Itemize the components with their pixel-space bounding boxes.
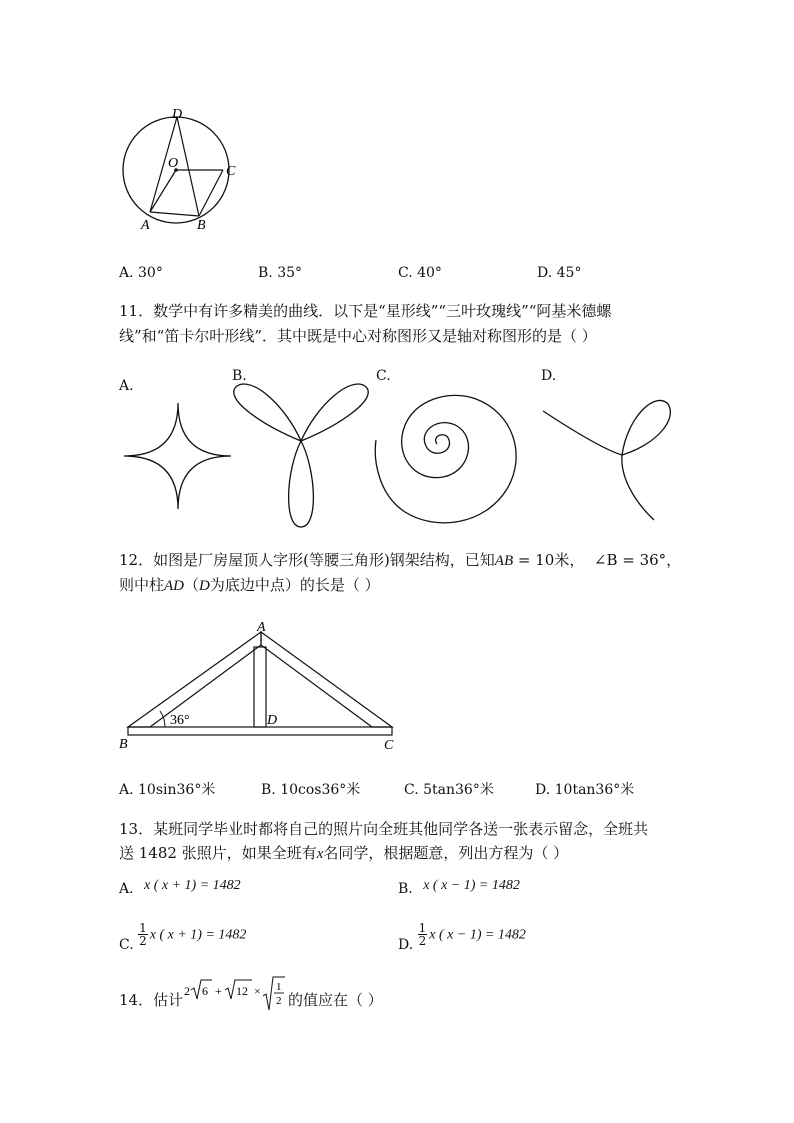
q13-line-1: 13．某班同学毕业时都将自己的照片向全班其他同学各送一张表示留念，全班共 (119, 820, 649, 838)
q11-curves (100, 380, 680, 540)
q12-option-b: B. 10cos36°米 (261, 782, 361, 798)
q10-option-c: C. 40° (398, 265, 442, 281)
label-O: O (168, 156, 179, 171)
label-B: B (119, 737, 128, 752)
q11-label-d: D. (541, 368, 557, 384)
segment-OA (150, 170, 176, 212)
q13-option-b-label: B. (398, 881, 413, 897)
plus-sign: + (215, 984, 222, 998)
q12-line2-b: （ (184, 576, 200, 594)
q11-label-a: A. (119, 378, 134, 394)
circle-figure (110, 100, 250, 240)
label-C: C (384, 738, 394, 753)
q14-suffix: 的值应在（ ） (288, 991, 383, 1009)
base-beam (128, 727, 392, 735)
q12-option-c: C. 5tan36°米 (404, 782, 494, 798)
half-fraction: $\frac{1}{2}$ (418, 921, 427, 948)
segment-DB (177, 117, 199, 216)
q13-option-a (119, 878, 241, 901)
q12-line-2 (119, 574, 380, 597)
q12-line1-text: 12．如图是厂房屋顶人字形(等腰三角形)钢架结构，已知 (119, 551, 495, 569)
q12-ad: AD (164, 578, 185, 594)
sqrt-sign-half (263, 977, 285, 1010)
label-C: C (226, 164, 236, 179)
q11-label-c: C. (376, 368, 391, 384)
q14-expression (182, 975, 292, 1013)
coef-2: 2 (184, 984, 190, 998)
label-B: B (197, 218, 206, 233)
half-numerator: 1 (276, 981, 282, 993)
q12-ab: AB (494, 553, 514, 569)
radicand-12: 12 (236, 984, 248, 998)
rose-curve (234, 384, 368, 527)
half-denominator: 2 (276, 995, 282, 1007)
q10-option-b: B. 35° (258, 265, 303, 281)
q13-option-a-label: A. (119, 881, 134, 897)
q11-line-2: 线”和“笛卡尔叶形线”．其中既是中心对称图形又是轴对称图形的是（ ） (119, 327, 597, 345)
q11-line-1: 11．数学中有许多精美的曲线．以下是“星形线”“三叶玫瑰线”“阿基米德螺 (119, 302, 612, 320)
right-rafter (261, 632, 392, 727)
q13-option-d-label: D. (398, 936, 414, 953)
q10-option-d: D. 45° (537, 265, 582, 281)
left-rafter (128, 632, 261, 727)
q13-line2-a: 送 1482 张照片，如果全班有 (119, 844, 317, 862)
q12-ab-value: = 10米， (513, 551, 585, 569)
q12-line2-c: 为底边中点）的长是（ ） (209, 576, 380, 594)
angle-label: 36° (170, 713, 190, 728)
q12-angle: ∠B = 36°， (593, 551, 682, 569)
q12-d: D (199, 578, 210, 594)
folium-curve (543, 400, 670, 520)
q13-option-c-label: C. (119, 936, 134, 953)
center-post (254, 647, 266, 727)
label-A: A (141, 218, 150, 233)
q13-option-c-expr: x ( x + 1) = 1482 (149, 927, 247, 943)
times-sign: × (254, 984, 261, 998)
q13-option-b-expr: x ( x − 1) = 1482 (423, 878, 520, 893)
q13-option-d-expr: x ( x − 1) = 1482 (429, 927, 526, 943)
label-D: D (267, 713, 278, 728)
q11-label-b: B. (232, 368, 247, 384)
q13-option-c (119, 921, 247, 953)
radicand-6: 6 (202, 984, 208, 998)
q10-option-a: A. 30° (119, 265, 163, 281)
label-A: A (257, 620, 266, 635)
q13-line-2 (119, 842, 568, 865)
q13-line2-b: 名同学，根据题意，列出方程为（ ） (323, 844, 569, 862)
segment-AB (150, 212, 199, 216)
astroid-curve (124, 403, 231, 509)
q13-option-b (398, 878, 520, 901)
label-D: D (172, 107, 183, 122)
q13-option-a-expr: x ( x + 1) = 1482 (144, 878, 241, 893)
q12-option-a: A. 10sin36°米 (119, 782, 216, 798)
q14-prefix: 14．估计 (119, 991, 184, 1009)
q12-line-1 (119, 549, 681, 572)
spiral-curve (375, 395, 516, 522)
q12-option-d: D. 10tan36°米 (535, 782, 635, 798)
q13-x: x (316, 846, 324, 862)
truss-figure (110, 615, 410, 755)
q12-line2-a: 则中柱 (119, 576, 165, 594)
q13-option-d (398, 921, 526, 953)
half-fraction: $\frac{1}{2}$ (139, 921, 147, 948)
